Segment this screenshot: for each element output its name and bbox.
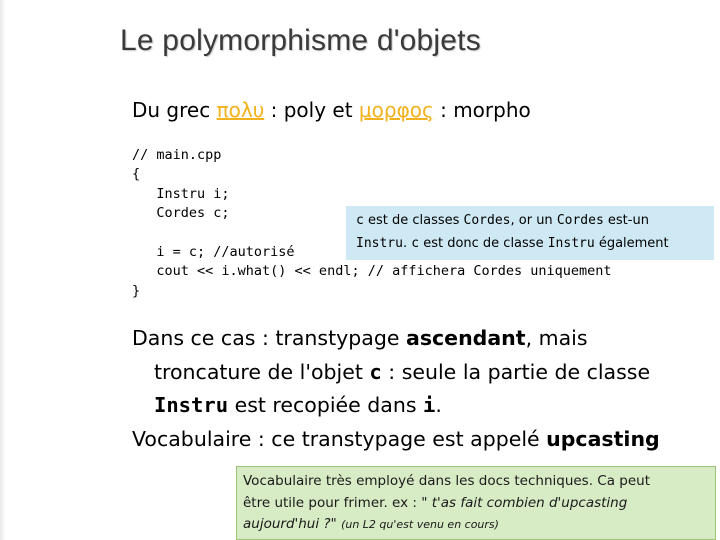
etymology-prefix: Du grec	[132, 98, 217, 122]
etymology-line	[132, 98, 531, 122]
explanation-text: troncature de l'objet	[154, 359, 370, 384]
callout-text: , or un	[510, 213, 557, 228]
code-object-i: i	[423, 393, 436, 417]
greek-word-poly[interactable]: πολυ	[216, 98, 265, 122]
keyword-upcasting: upcasting	[546, 426, 660, 451]
code-line: Instru i;	[132, 185, 230, 202]
code-line: // main.cpp	[132, 147, 222, 163]
code-line: cout << i.what() << endl; // affichera Cordes uniquement	[132, 263, 612, 280]
explanation-line-1	[132, 322, 712, 356]
explanation-line-4	[132, 423, 712, 457]
note-line-3	[243, 514, 709, 536]
callout-line-2	[356, 232, 710, 255]
code-line: Cordes c;	[132, 205, 230, 222]
explanation-text: Vocabulaire : ce transtypage est appelé	[132, 426, 547, 451]
explanation-text: est recopiée dans	[228, 393, 424, 417]
callout-code-cordes: Cordes	[556, 213, 604, 228]
explanation-line-3	[132, 389, 712, 423]
explanation-paragraph	[132, 322, 712, 456]
note-line-2	[243, 493, 709, 515]
note-quote: t'as fait combien d'upcasting	[431, 494, 628, 511]
note-quote: aujourd'hui ?	[243, 516, 331, 532]
note-text: être utile pour frimer. ex : "	[243, 494, 432, 511]
note-aside: (un L2 qu'est venu en cours)	[341, 518, 499, 531]
callout-code-instru: Instru	[547, 236, 595, 251]
callout-line-1	[356, 209, 710, 232]
callout-text: également	[594, 236, 669, 251]
callout-text: est-un	[603, 213, 649, 228]
note-line-1: Vocabulaire très employé dans les docs techniques. Ca peut	[243, 473, 651, 489]
explanation-text: Dans ce cas : transtypage	[132, 326, 406, 350]
code-line: {	[132, 166, 141, 183]
callout-box	[346, 206, 714, 260]
callout-code-cordes: Cordes	[463, 213, 511, 228]
note-text: "	[330, 516, 342, 532]
callout-text: est de classes	[363, 213, 464, 228]
code-line: }	[132, 282, 141, 299]
callout-code-instru: Instru	[356, 236, 403, 251]
explanation-text: , mais	[525, 326, 588, 350]
slide-title: Le polymorphisme d'objets	[120, 24, 481, 57]
slide-left-edge	[0, 0, 6, 540]
callout-text: .	[402, 236, 412, 251]
etymology-mid: : poly et	[264, 98, 359, 122]
etymology-suffix: : morpho	[433, 98, 531, 122]
explanation-line-2	[132, 356, 712, 390]
explanation-text: : seule la partie de classe	[381, 359, 651, 384]
callout-text: est donc de classe	[419, 236, 548, 251]
greek-word-morpho[interactable]: μορφος	[358, 98, 434, 122]
vocabulary-note-box	[236, 466, 716, 540]
callout-code-c: c	[356, 213, 364, 228]
code-class-instru: Instru	[154, 393, 229, 417]
keyword-ascendant: ascendant	[405, 326, 526, 350]
code-line: i = c; //autorisé	[132, 244, 295, 261]
code-object-c: c	[369, 359, 382, 384]
callout-code-c: c	[411, 236, 420, 251]
explanation-text: .	[435, 393, 442, 417]
